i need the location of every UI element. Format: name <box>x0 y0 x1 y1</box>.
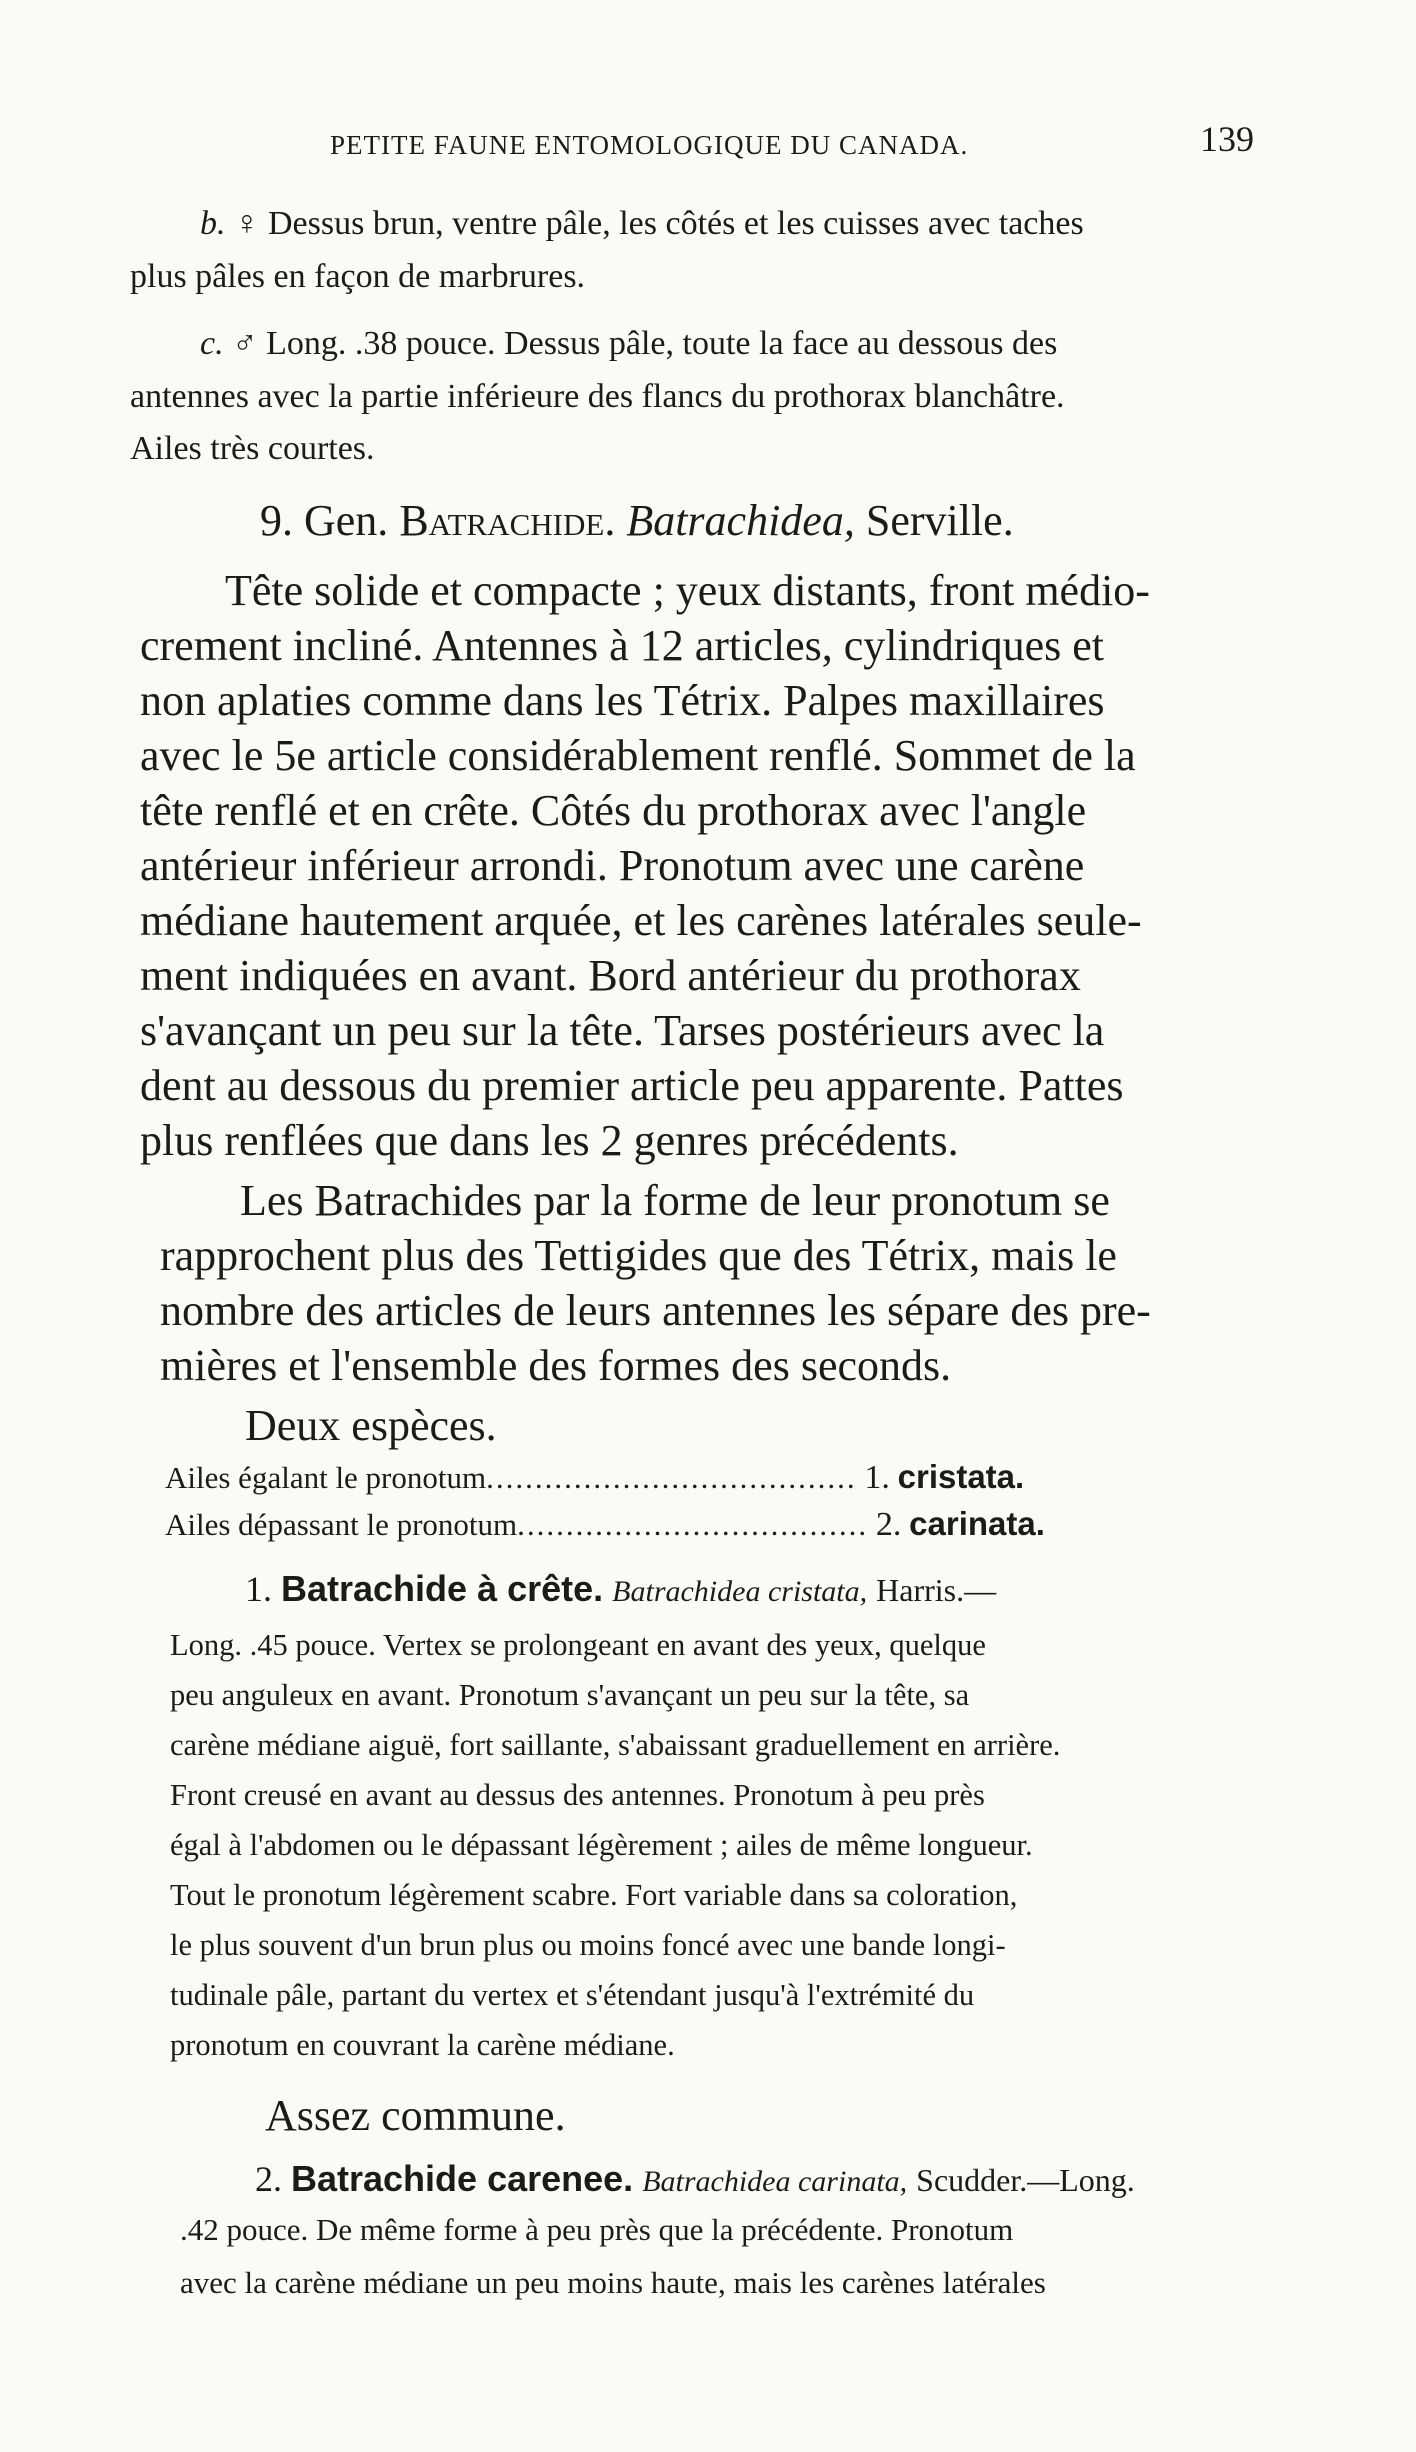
desc-line: s'avançant un peu sur la tête. Tarses postérieurs avec la <box>140 1006 1105 1055</box>
species-1-heading <box>245 1568 996 1610</box>
genus-number: 9. Gen. <box>260 496 389 545</box>
genus-author: Serville. <box>865 496 1014 545</box>
key-row-2 <box>165 1505 1045 1544</box>
key-leader: ...................................... <box>486 1460 857 1495</box>
genus-latin: Batrachidea, <box>626 496 855 545</box>
desc-line: plus renflées que dans les 2 genres précédents. <box>140 1116 959 1165</box>
species-1-note: Assez commune. <box>265 2091 566 2140</box>
desc-line: crement incliné. Antennes à 12 articles, cylindriques et <box>140 621 1105 670</box>
species-1-line: carène médiane aiguë, fort saillante, s'abaissant graduellement en arrière. <box>170 1728 1061 1762</box>
entry-c-line-1 <box>200 325 1057 363</box>
species-1-name: Batrachide à crête. <box>281 1568 604 1609</box>
species-1-line: peu anguleux en avant. Pronotum s'avançant un peu sur la tête, sa <box>170 1678 970 1712</box>
desc-line: avec le 5e article considérablement renflé. Sommet de la <box>140 731 1136 780</box>
desc-line: Tête solide et compacte ; yeux distants, front médio- <box>225 566 1150 615</box>
species-2-number: 2. <box>255 2159 282 2199</box>
species-1-latin: Batrachidea cristata, <box>612 1575 868 1608</box>
compare-line: mières et l'ensemble des formes des seconds. <box>160 1341 952 1390</box>
species-2-line: avec la carène médiane un peu moins haute, mais les carènes latérales <box>180 2265 1046 2300</box>
desc-line: non aplaties comme dans les Tétrix. Palpes maxillaires <box>140 676 1105 725</box>
desc-line: tête renflé et en crête. Côtés du prothorax avec l'angle <box>140 786 1087 835</box>
entry-c-mark: c. <box>200 325 224 362</box>
species-1-line: égal à l'abdomen ou le dépassant légèrement ; ailes de même longueur. <box>170 1828 1033 1862</box>
entry-b-line-1 <box>200 205 1084 243</box>
running-title: PETITE FAUNE ENTOMOLOGIQUE DU CANADA. <box>330 130 969 160</box>
key-species: carinata. <box>909 1505 1045 1542</box>
entry-c-text-1: Long. .38 pouce. Dessus pâle, toute la face au dessous des <box>266 325 1058 362</box>
key-text: Ailes dépassant le pronotum <box>165 1507 518 1542</box>
compare-line: Les Batrachides par la forme de leur pronotum se <box>240 1176 1110 1225</box>
species-1-line: Front creusé en avant au dessus des antennes. Pronotum à peu près <box>170 1778 985 1812</box>
male-symbol: ♂ <box>232 325 258 362</box>
female-symbol: ♀ <box>234 205 260 242</box>
species-heading: Deux espèces. <box>245 1401 497 1450</box>
compare-line: rapprochent plus des Tettigides que des Tétrix, mais le <box>160 1231 1117 1280</box>
desc-line: ment indiquées en avant. Bord antérieur du prothorax <box>140 951 1081 1000</box>
species-2-author: Scudder.—Long. <box>916 2162 1135 2198</box>
key-number: 1. <box>864 1459 890 1496</box>
entry-b-line-2: plus pâles en façon de marbrures. <box>130 258 586 295</box>
species-2-heading <box>255 2158 1135 2200</box>
key-text: Ailes égalant le pronotum <box>165 1460 487 1495</box>
desc-line: médiane hautement arquée, et les carènes latérales seule- <box>140 896 1142 945</box>
desc-line: antérieur inférieur arrondi. Pronotum avec une carène <box>140 841 1085 890</box>
species-1-line: le plus souvent d'un brun plus ou moins foncé avec une bande longi- <box>170 1928 1006 1962</box>
species-1-author: Harris.— <box>876 1572 997 1608</box>
species-1-line: tudinale pâle, partant du vertex et s'étendant jusqu'à l'extrémité du <box>170 1978 975 2012</box>
genus-heading <box>260 495 1014 546</box>
entry-b-mark: b. <box>200 205 226 242</box>
genus-name: Batrachide. <box>399 496 616 545</box>
compare-line: nombre des articles de leurs antennes les sépare des pre- <box>160 1286 1151 1335</box>
page-number: 139 <box>1200 119 1254 159</box>
key-number: 2. <box>875 1506 902 1543</box>
key-leader: .................................... <box>517 1507 869 1542</box>
desc-line: dent au dessous du premier article peu apparente. Pattes <box>140 1061 1124 1110</box>
key-row-1 <box>165 1458 1024 1497</box>
species-2-latin: Batrachidea carinata, <box>642 2165 908 2198</box>
entry-c-line-2: antennes avec la partie inférieure des flancs du prothorax blanchâtre. <box>130 378 1065 415</box>
entry-b-text-1: Dessus brun, ventre pâle, les côtés et les cuisses avec taches <box>268 205 1084 242</box>
key-species: cristata. <box>897 1458 1025 1495</box>
species-1-line: pronotum en couvrant la carène médiane. <box>170 2028 675 2062</box>
species-1-line: Long. .45 pouce. Vertex se prolongeant en avant des yeux, quelque <box>170 1628 986 1662</box>
entry-c-line-3: Ailes très courtes. <box>130 430 375 467</box>
species-1-number: 1. <box>245 1569 272 1609</box>
species-2-name: Batrachide carenee. <box>291 2158 634 2199</box>
species-2-line: .42 pouce. De même forme à peu près que la précédente. Pronotum <box>180 2212 1014 2247</box>
species-1-line: Tout le pronotum légèrement scabre. Fort variable dans sa coloration, <box>170 1878 1018 1912</box>
